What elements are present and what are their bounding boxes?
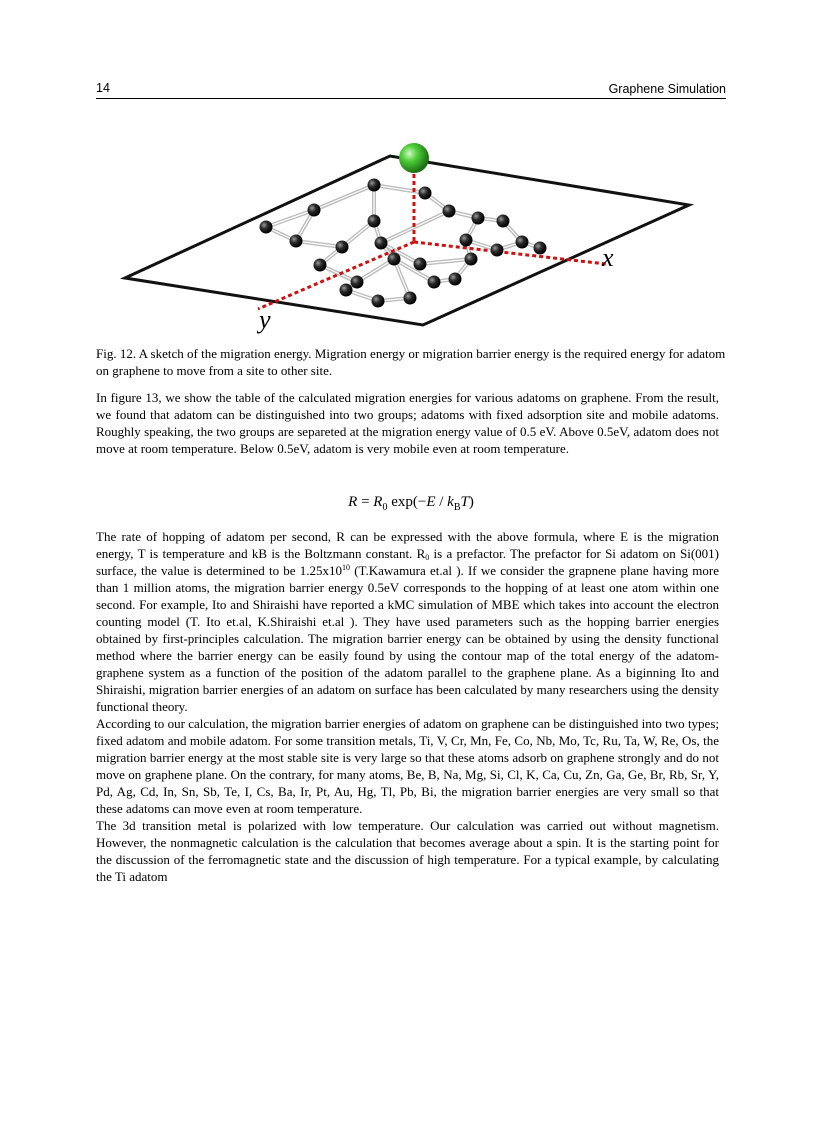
formula-r0: R	[373, 494, 383, 510]
page-header	[96, 80, 726, 99]
carbon-atom	[449, 273, 462, 286]
paragraph-text: In figure 13, we show the table of the calculated migration energies for various adatoms on graphene. From the result, we found that adatom can be distinguished into two groups; adatoms with fixed adsorption site and mobile adatoms. Roughly speaking, the two groups are separeted at the migration energy value of 0.5 eV. Above 0.5eV, adatom does not move at room temperature. Below 0.5eV, adatom is very mobile even at room temperature.	[96, 390, 719, 456]
carbon-bond-highlight	[296, 241, 342, 247]
carbon-atom	[308, 204, 321, 217]
carbon-atom	[491, 244, 504, 257]
paragraph-calculation-results: According to our calculation, the migration barrier energies of adatom on graphene can be distinguished into two types; fixed adatom and mobile adatom. For some transition metals, Ti, V, Cr, Mn, Fe, Co, Nb, Mo, Tc, Ru, Ta, W, Re, Os, the migration barrier energy at the most stable site is very large so that these atoms adsorb on graphene strongly and do not move on graphene plane. On the contrary, for many atoms, Be, B, Na, Mg, Si, Cl, K, Ca, Cu, Zn, Ga, Ge, Br, Rb, Sr, Y, Pd, Ag, Cd, In, Sn, Sb, Te, I, Cs, Ba, Ir, Pt, Au, Hg, Tl, Pb, Bi, the migration barrier energies are very small so that these adatoms can move even at room temperature.	[96, 716, 719, 816]
carbon-atom	[372, 295, 385, 308]
running-title: Graphene Simulation	[608, 82, 726, 96]
text-superscript: 10	[342, 563, 350, 572]
formula-t: T	[460, 494, 469, 510]
carbon-atom	[516, 236, 529, 249]
formula-slash: /	[435, 494, 448, 510]
carbon-atom	[419, 187, 432, 200]
carbon-atom	[472, 212, 485, 225]
formula-lhs: R	[348, 494, 358, 510]
carbon-bond-highlight	[314, 185, 374, 210]
formula-exp: exp(−	[387, 494, 427, 510]
formula-eq: =	[357, 494, 374, 510]
carbon-atom	[340, 284, 353, 297]
adatom-sphere	[399, 143, 429, 173]
formula-e: E	[426, 494, 436, 510]
carbon-atom	[414, 258, 427, 271]
carbon-bond-highlight	[357, 259, 394, 282]
text-subscript: 0	[425, 553, 430, 562]
body-text	[96, 528, 719, 885]
carbon-atom	[260, 221, 273, 234]
carbon-atom	[375, 237, 388, 250]
text-run: is a prefactor. The prefactor for Si adatom on Si(001) surface, the value is determined to be 1.25x10	[96, 546, 719, 578]
carbon-atom	[465, 253, 478, 266]
carbon-atom	[351, 276, 364, 289]
figure-caption: Fig. 12. A sketch of the migration energy. Migration energy or migration barrier energy is the required energy for adatom on graphene to move from a site to other site.	[96, 346, 726, 378]
paragraph-migration-table	[96, 389, 719, 457]
paragraph-3d-transition: The 3d transition metal is polarized with low temperature. Our calculation was carried out without magnetism. However, the nonmagnetic calculation is the calculation that becomes average about a spin. It is the starting point for the discussion of the ferromagnetic state and the discussion of high temperature. For a typical example, by calculating the Ti adatom	[96, 818, 719, 884]
carbon-atom	[336, 241, 349, 254]
graphene-illustration	[118, 138, 698, 338]
carbon-atom	[428, 276, 441, 289]
paragraph-hopping-rate	[96, 528, 719, 715]
carbon-atom	[460, 234, 473, 247]
axis-y-label: y	[259, 305, 271, 334]
formula-k-sub: B	[453, 502, 461, 513]
carbon-atom	[388, 253, 401, 266]
carbon-atom	[497, 215, 510, 228]
carbon-bond-highlight	[374, 185, 425, 193]
rate-formula	[96, 494, 726, 513]
carbon-bonds	[266, 185, 540, 301]
formula-k: k	[447, 494, 454, 510]
page-number: 14	[96, 81, 110, 95]
carbon-atom	[314, 259, 327, 272]
text-run: (T.Kawamura et.al ). If we consider the grapnene plane having more than 1 million atoms, the migration barrier energy 0.5eV corresponds to the hopping of at least one atom within one second. For example, Ito and Shiraishi have reported a kMC simulation of MBE which takes into account the electron counting model (T. Ito et.al, K.Shiraishi et.al ). They have used parameters such as the hopping barrier energies obtained by first-principles calculation. The migration barrier energy can be obtained by using the density functional method where the barrier energy can be easily found by using the contour map of the total energy of the adatom-graphene system as a function of the position of the adatom parallel to the graphene plane. As a biginning Ito and Shiraishi, migration barrier energies of an adatom on surface has been calculated by many researchers using the density functional theory.	[96, 563, 719, 714]
figure-graphene-sketch	[118, 138, 698, 338]
carbon-atom	[534, 242, 547, 255]
axis-x-label: x	[602, 243, 614, 272]
formula-r0-sub: 0	[382, 502, 388, 513]
carbon-atom	[404, 292, 417, 305]
carbon-atom	[290, 235, 303, 248]
text-run: The rate of hopping of adatom per second, R can be expressed with the above formula, where E is the migration energy, T is temperature and kB is the Boltzmann constant. R	[96, 529, 719, 561]
formula-close: )	[468, 494, 474, 510]
carbon-atom	[443, 205, 456, 218]
carbon-atom	[368, 215, 381, 228]
carbon-atom	[368, 179, 381, 192]
